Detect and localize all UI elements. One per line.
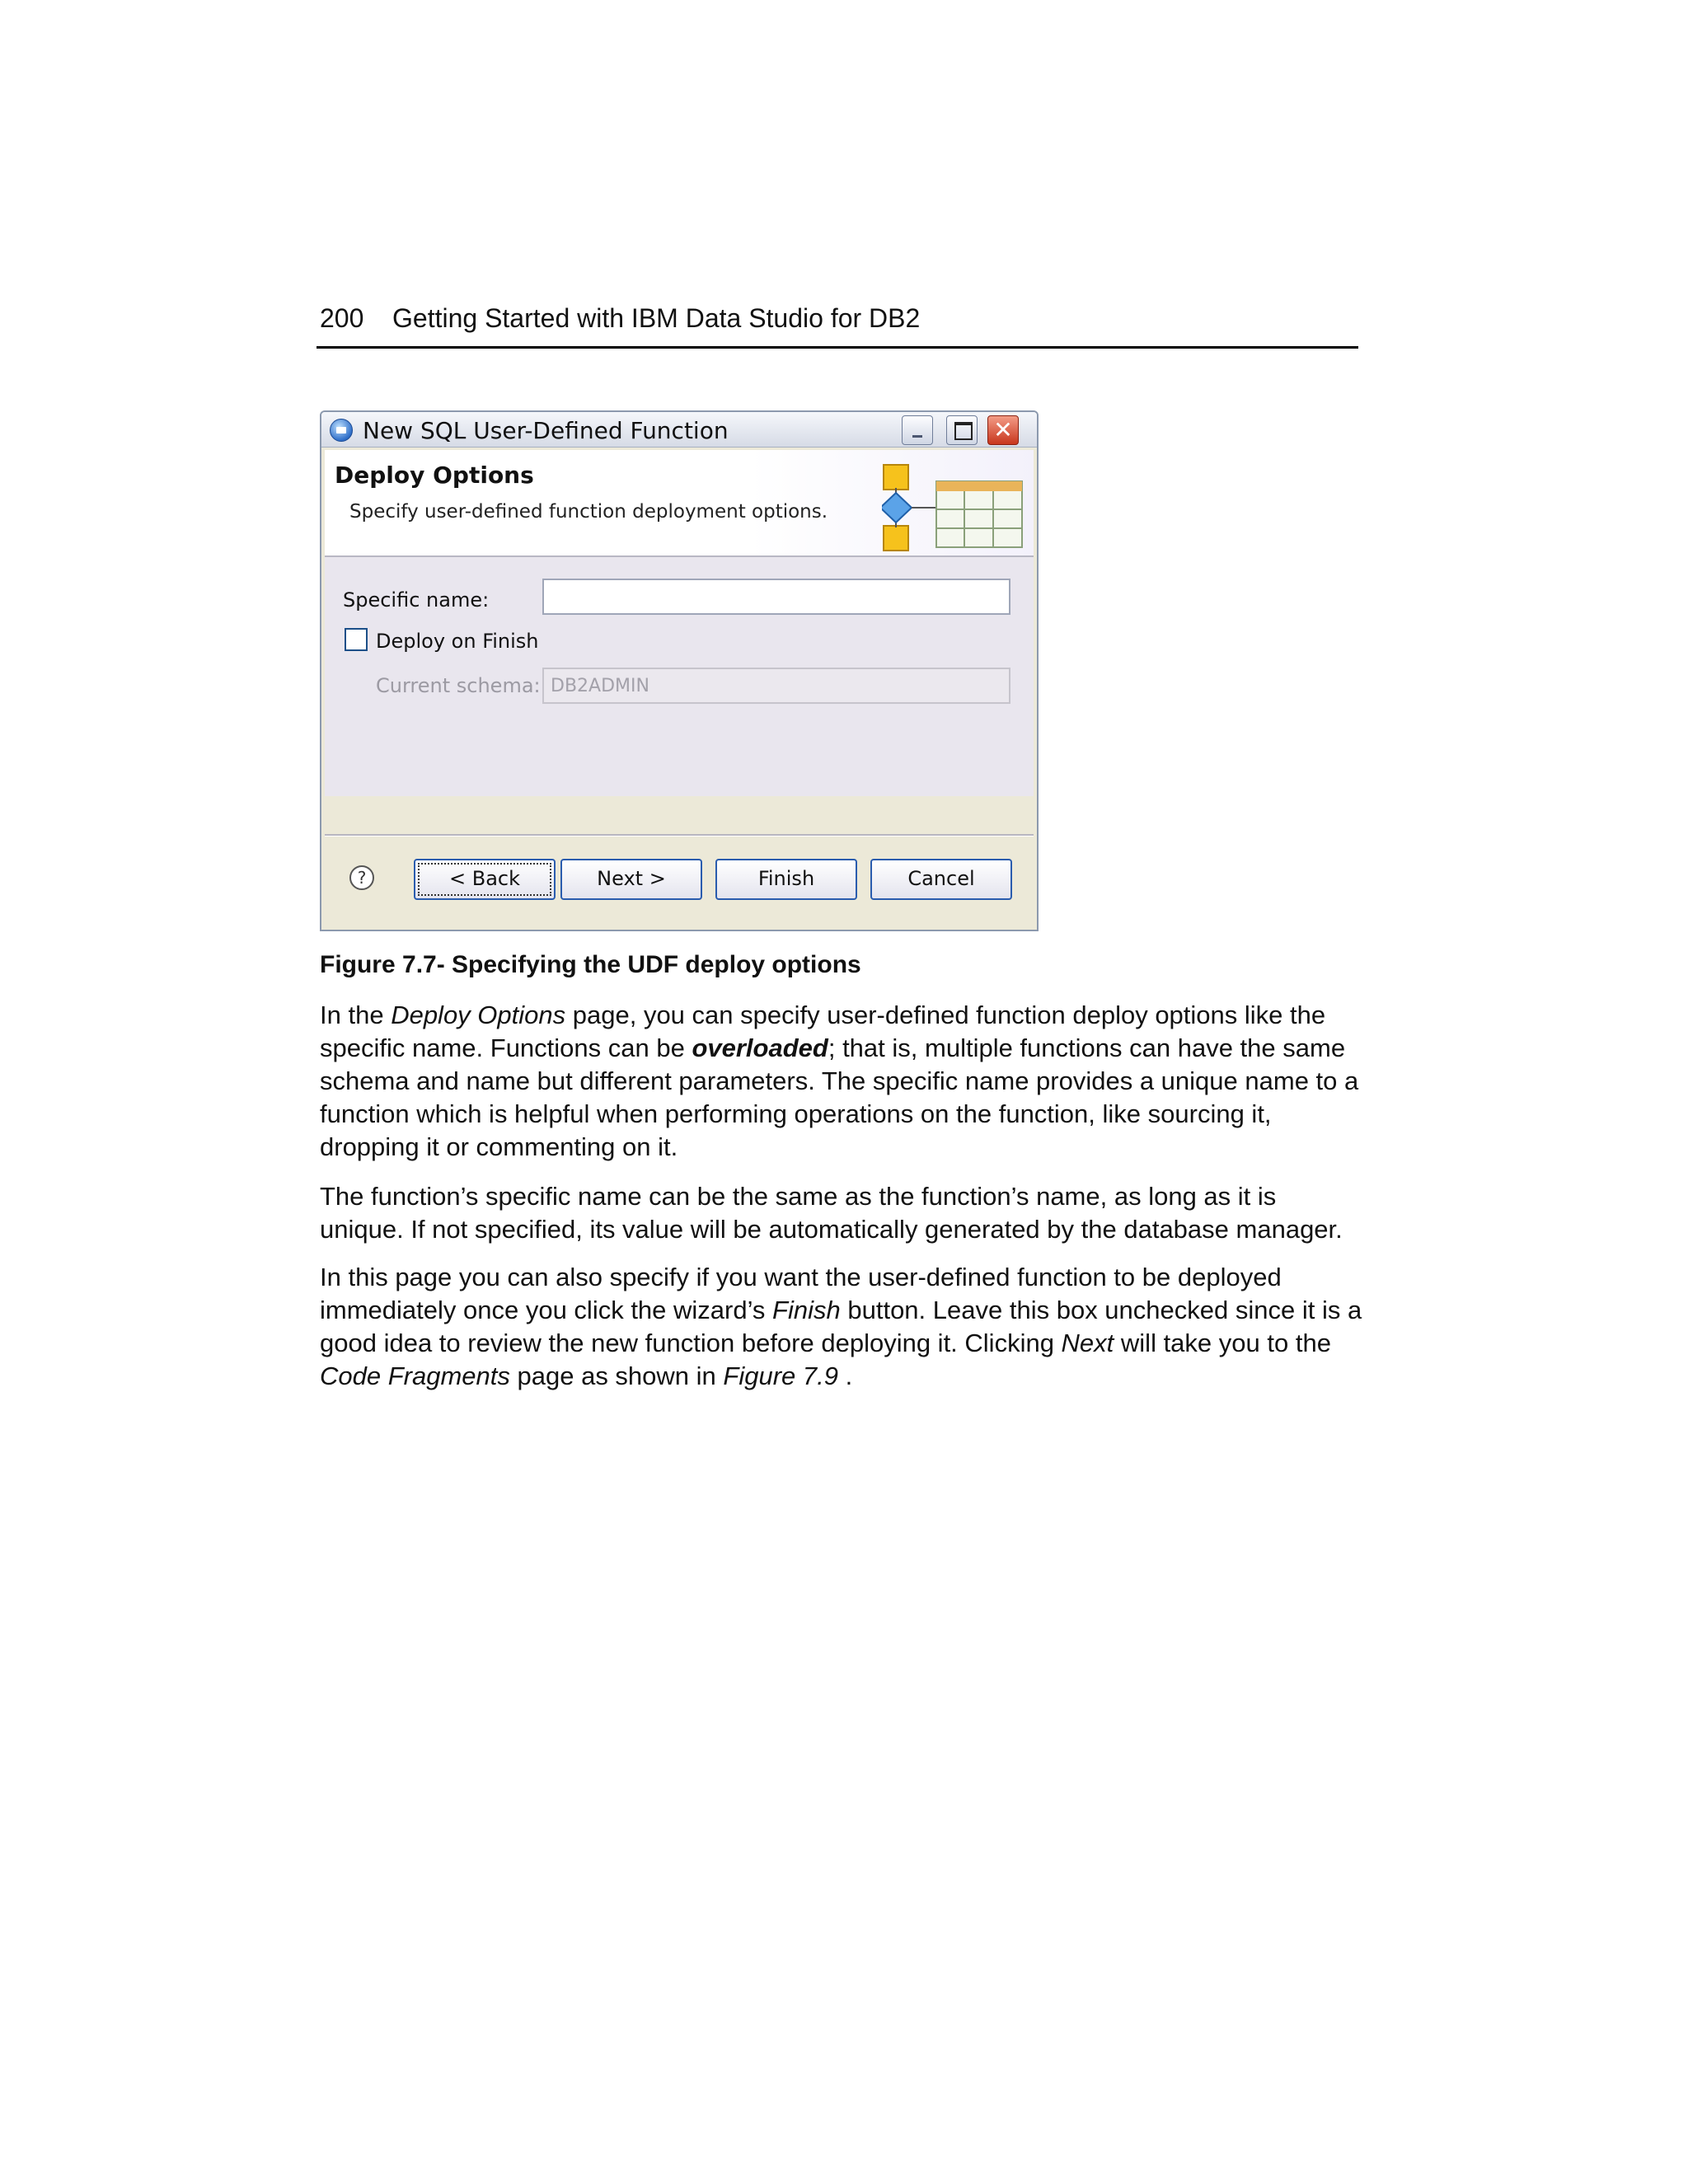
dialog-title: New SQL User-Defined Function [363,417,729,444]
close-button[interactable]: ✕ [987,415,1019,445]
next-button[interactable]: Next > [560,859,702,900]
cancel-button[interactable]: Cancel [870,859,1012,900]
finish-button[interactable]: Finish [715,859,857,900]
minimize-button[interactable] [902,415,933,445]
wizard-body [325,557,1034,796]
wizard-footer [325,837,1034,926]
paragraph-3: In this page you can also specify if you want the user-defined function to be deployed immediately once you click the wizard’s Finish button. Leave this box unchecked since it is a good idea to review the new function before deploying it. Clicking Next will take you to the Code Fragments page as shown in Figure 7.9 . [320,1263,1362,1390]
banner-description: Specify user-defined function deployment options. [349,501,828,523]
app-window-icon [330,419,353,442]
wizard-dialog [320,410,1039,931]
title-bar[interactable] [321,412,1037,448]
deploy-on-finish-label[interactable]: Deploy on Finish [376,630,539,653]
current-schema-label: Current schema: [376,674,541,697]
back-button[interactable]: < Back [414,859,556,900]
paragraph-2: The function’s specific name can be the same as the function’s name, as long as it is unique. If not specified, its value will be automatically generated by the database manager. [320,1182,1343,1244]
function-table-icon [882,463,1030,554]
specific-name-label: Specific name: [343,588,490,612]
help-icon[interactable]: ? [349,865,374,890]
banner-title: Deploy Options [335,462,534,489]
maximize-button[interactable] [946,415,978,445]
deploy-on-finish-checkbox[interactable] [345,628,368,651]
running-title: Getting Started with IBM Data Studio for DB2 [392,303,921,333]
specific-name-input[interactable] [542,579,1010,615]
paragraph-1: In the Deploy Options page, you can specify user-defined function deploy options like the specific name. Functions can be overloaded; that is, multiple functions can have the same schema and name but different parameters. The specific name provides a unique name to a function which is helpful when performing operations on the function, like sourcing it, dropping it or commenting on it. [320,1001,1359,1161]
wizard-banner [325,450,1034,557]
current-schema-input: DB2ADMIN [542,668,1010,704]
header-rule [316,346,1358,349]
footer-separator [325,834,1034,837]
figure-caption: Figure 7.7- Specifying the UDF deploy options [320,951,861,978]
page-header [320,303,1358,349]
page-number: 200 [320,303,364,333]
